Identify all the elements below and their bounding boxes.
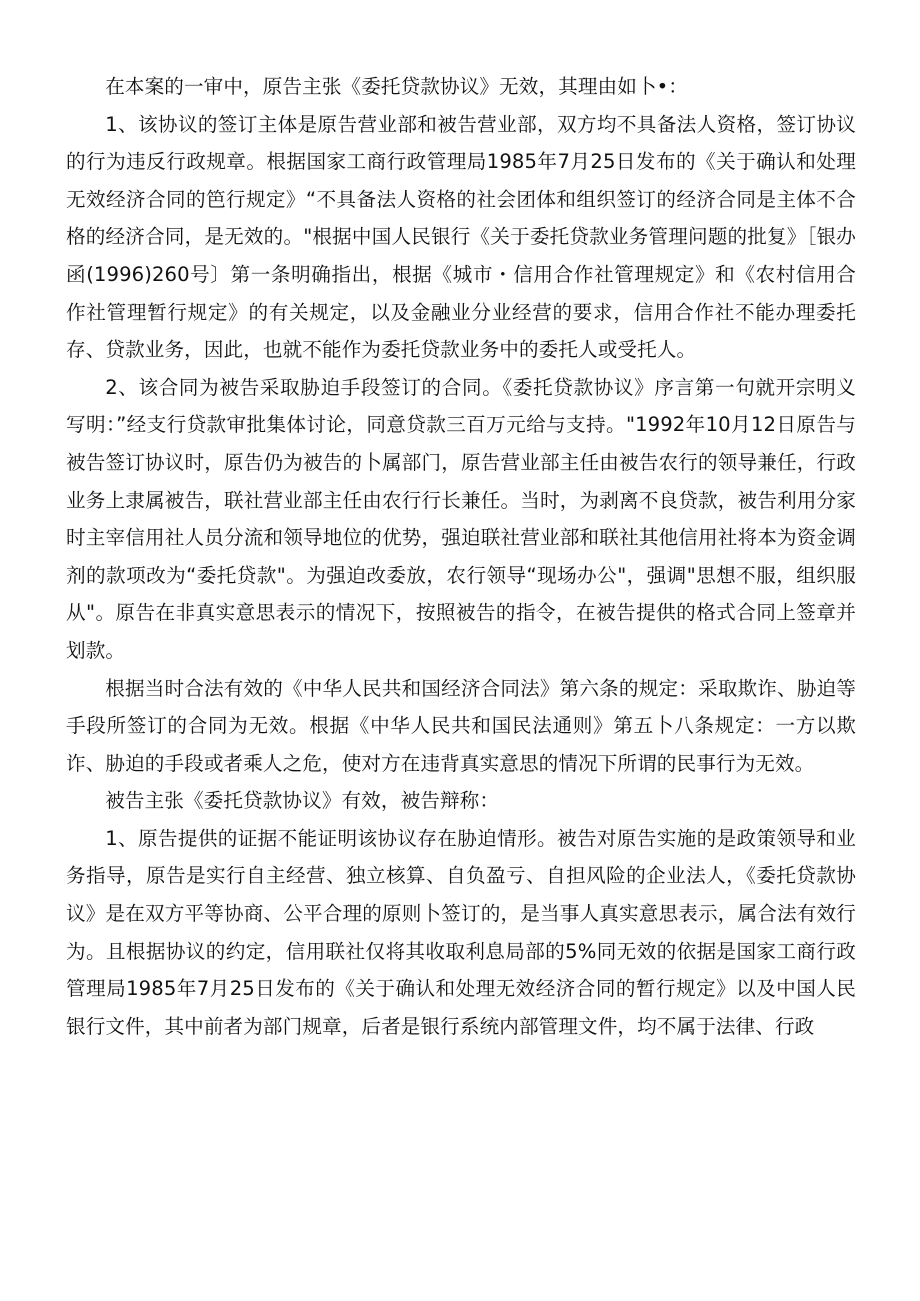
paragraph-reason-2: 2、该合同为被告采取胁迫手段签订的合同。《委托贷款协议》序言第一句就开宗明义写明：”经支行贷款审批集体讨论，同意贷款三百万元给与支持。"1992年10月12日原告与被告签订协议时，原告仍为被告的卜属部门，原告营业部主任由被告农行的领导兼任，行政业务上隶属被告，联社营业部主任由农行行长兼任。当时，为剥离不良贷款，被告利用分家时主宰信用社人员分流和领导地位的优势，强迫联社营业部和联社其他信用社将本为资金调剂的款项改为“委托贷款"。为强迫改委放，农行领导“现场办公"，强调"思想不服，组织服从"。原告在非真实意思表示的情况下，按照被告的指令，在被告提供的格式合同上签章并划款。 (66, 375, 856, 662)
paragraph-legal-basis: 根据当时合法有效的《中华人民共和国经济合同法》第六条的规定：采取欺诈、胁迫等手段所签订的合同为无效。根据《中华人民共和国民法通则》第五卜八条规定：一方以欺诈、胁迫的手段或者乘人之危，使对方在违背真实意思的情况下所谓的民事行为无效。 (66, 676, 856, 775)
paragraph-defense-1: 1、原告提供的证据不能证明该协议存在胁迫情形。被告对原告实施的是政策领导和业务指导，原告是实行自主经营、独立核算、自负盈亏、自担风险的企业法人，《委托贷款协议》是在双方平等协商、公平合理的原则卜签订的，是当事人真实意思表示，属合法有效行为。且根据协议的约定，信用联社仅将其收取利息局部的5%同无效的依据是国家工商行政管理局1985年7月25日发布的《关于确认和处理无效经济合同的暂行规定》以及中国人民银行文件，其中前者为部门规章，后者是银行系统内部管理文件，均不属于法律、行政 (66, 826, 856, 1038)
document-body (66, 68, 856, 1045)
paragraph-reason-1: 1、该协议的签订主体是原告营业部和被告营业部，双方均不具备法人资格，签订协议的行为违反行政规章。根据国家工商行政管理局1985年7月25日发布的《关于确认和处理无效经济合同的笆行规定》“不具备法人资格的社会团体和组织签订的经济合同是主体不合格的经济合同，是无效的。"根据中国人民银行《关于委托贷款业务管理问题的批复》［银办函(1996)260号〕第一条明确指出，根据《城市・信用合作社管理规定》和《农村信用合作社管理暂行规定》的有关规定，以及金融业分业经营的要求，信用合作社不能办理委托存、贷款业务，因此，也就不能作为委托贷款业务中的委托人或受托人。 (66, 112, 856, 362)
paragraph-intro: 在本案的一审中，原告主张《委托贷款协议》无效，其理由如卜•： (105, 75, 688, 98)
paragraph-defendant-claim: 被告主张《委托贷款协议》有效，被告辩称： (105, 789, 500, 813)
